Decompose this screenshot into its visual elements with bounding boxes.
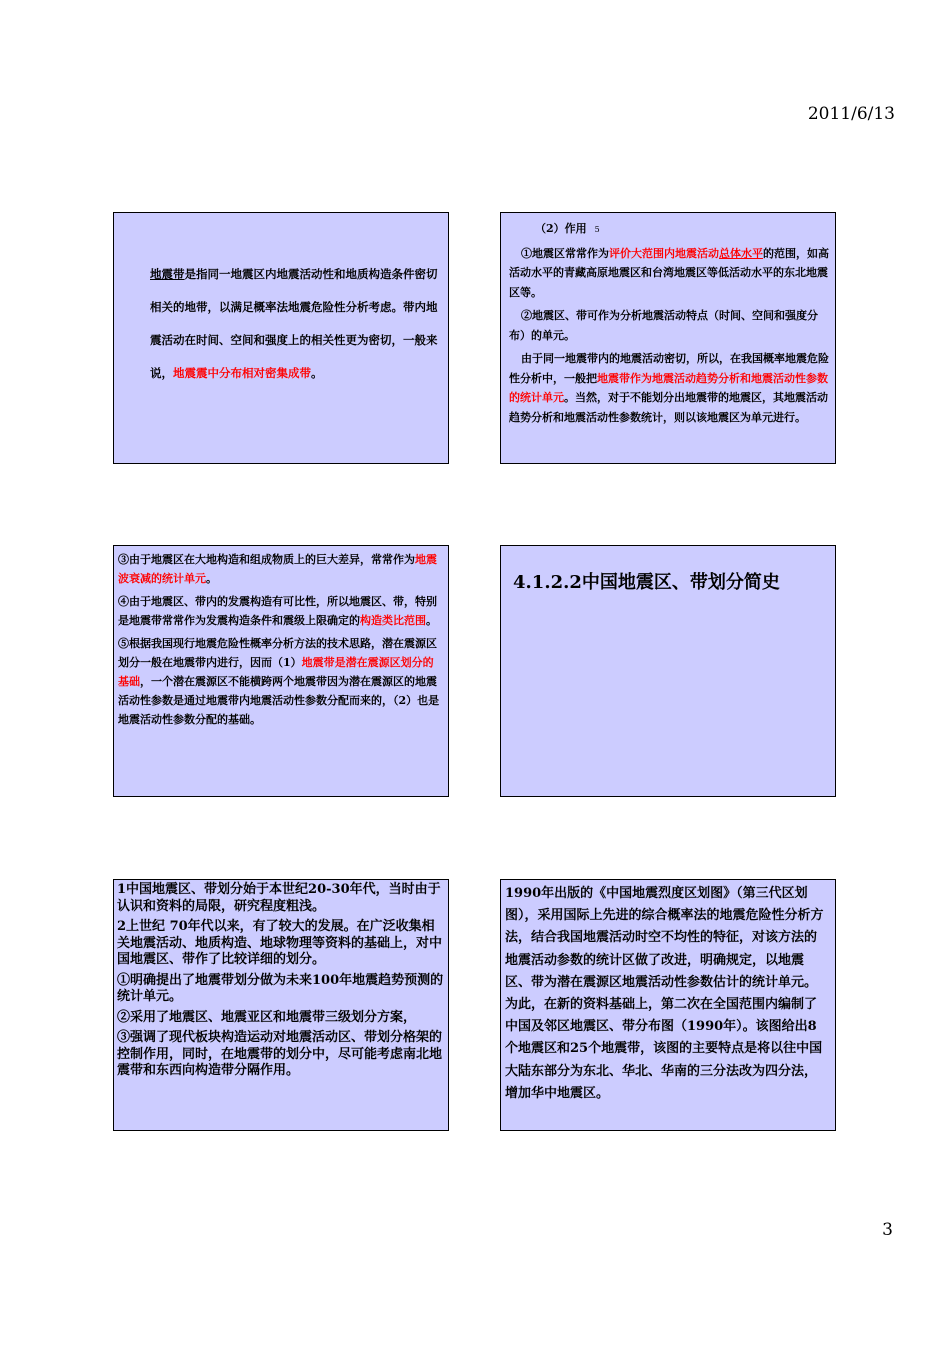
term-seismic-belt: 地震带	[150, 267, 185, 281]
page-number: 3	[882, 1220, 893, 1240]
slide-3-paragraph: ⑤根据我国现行地震危险性概率分析方法的技术思路，潜在震源区划分一般在地震带内进行，因而（1）地震带是潜在震源区划分的基础，一个潜在震源区不能横跨两个地震带因为潜在震源区的地震活动性参数是通过地震带内地震活动性参数分配而来的，（2）也是地震活动性参数分配的基础。	[118, 637, 440, 726]
slide-3-paragraph: ③由于地震区在大地构造和组成物质上的巨大差异，常常作为地震波衰减的统计单元。	[118, 553, 437, 585]
slide-5-paragraph: ③强调了现代板块构造运动对地震活动区、带划分格架的控制作用，同时，在地震带的划分中，尽可能考虑南北地震带和东西向构造带分隔作用。	[117, 1030, 443, 1078]
slide-2-paragraph: ②地震区、带可作为分析地震活动特点（时间、空间和强度分布）的单元。	[509, 309, 818, 342]
slide-6-paragraph: 1990年出版的《中国地震烈度区划图》（第三代区划图），采用国际上先进的综合概率法的地震危险性分析方法，结合我国地震活动时空不均性的特征，对该方法的地震活动参数的统计区做了改进，明确规定，以地震区、带为潜在震源区地震活动性参数估计的统计单元。为此，在新的资料基础上，第二次在全国范围内编制了中国及邻区地震区、带分布图（1990年）。该图给出8个地震区和25个地震带，该图的主要特点是将以往中国大陆东部分为东北、华北、华南的三分法改为四分法，增加华中地震区。	[505, 886, 824, 1101]
slide-6	[500, 879, 836, 1131]
highlight-text: 地震震中分布相对密集成带	[173, 366, 311, 380]
slide-5-paragraph: ①明确提出了地震带划分做为未来100年地震趋势预测的统计单元。	[117, 972, 444, 1004]
slide-5	[113, 879, 449, 1131]
slide-1-text: 地震带是指同一地震区内地震活动性和地质构造条件密切相关的地带，以满足概率法地震危险性分析考虑。带内地震活动在时间、空间和强度上的相关性更为密切，一般来说，地震震中分布相对密集成带。	[150, 267, 438, 380]
slide-2-paragraph: 由于同一地震带内的地震活动密切，所以，在我国概率地震危险性分析中，一般把地震带作为地震活动趋势分析和地震活动性参数的统计单元。当然，对于不能划分出地震带的地震区，其地震活动趋势分析和地震活动性参数统计，则以该地震区为单元进行。	[509, 352, 829, 424]
slide-1	[113, 212, 449, 464]
slide-4-title: 4.1.2.2中国地震区、带划分简史	[513, 572, 780, 593]
slide-3	[113, 545, 449, 797]
slide-5-paragraph: 2上世纪 70年代以来，有了较大的发展。在广泛收集相关地震活动、地质构造、地球物理等资料的基础上，对中国地震区、带作了比较详细的划分。	[117, 919, 443, 967]
slide-2-title: （2）作用 5	[535, 222, 600, 235]
slide-3-paragraph: ④由于地震区、带内的发震构造有可比性，所以地震区、带，特别是地震带常常作为发震构造条件和震级上限确定的构造类比范围。	[118, 595, 437, 627]
slide-5-paragraph: 1中国地震区、带划分始于本世纪20-30年代，当时由于认识和资料的局限，研究程度粗浅。	[117, 882, 441, 914]
slide-4	[500, 545, 836, 797]
header-date: 2011/6/13	[807, 104, 895, 124]
slide-2	[500, 212, 836, 464]
slide-5-paragraph: ②采用了地震区、地震亚区和地震带三级划分方案，	[117, 1009, 417, 1025]
slide-2-paragraph: ①地震区常常作为评价大范围内地震活动总体水平的范围，如高活动水平的青藏高原地震区和台湾地震区等低活动水平的东北地震区等。	[509, 246, 829, 299]
